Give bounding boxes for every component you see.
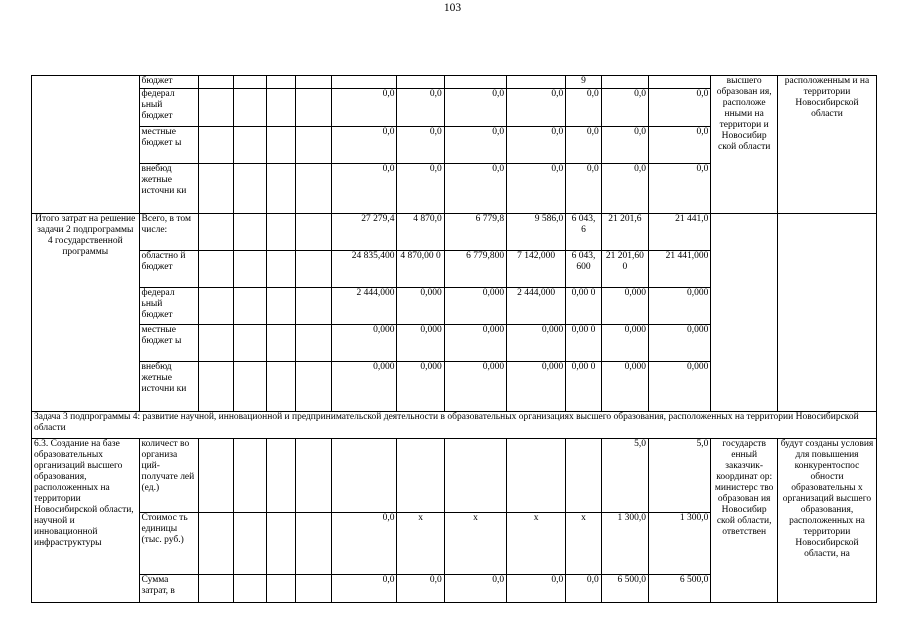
table-row: [32, 412, 877, 439]
result-cell: будут созданы условия для повышения конкурентоспос обности образовательны х организаций высшего образования, расположенных на территории Новосибирской области, на: [777, 439, 876, 603]
financing-table: [31, 75, 877, 603]
table-row: Сумма затрат, в 0,0 0,0 0,0 0,0 0,0 6 500,0 6 500,0: [32, 575, 877, 603]
total-label: Итого затрат на решение задачи 2 подпрограммы 4 государственной программы: [32, 214, 140, 412]
table-row: бюджет 9 высшего образован ия, расположе нными на территори и Новосибир ской области расположенным и на территории Новосибирской области: [32, 76, 877, 89]
responsible-cell: высшего образован ия, расположе нными на территори и Новосибир ской области: [711, 76, 778, 214]
item-name: 6.3. Создание на базе образовательных организаций высшего образования, расположенных на территории Новосибирской области, научной и инновационной инфраструктуры: [32, 439, 140, 603]
table-row: 6.3. Создание на базе образовательных организаций высшего образования, расположенных на территории Новосибирской области, научной и инновационной инфраструктуры количест во организа ций- получате лей (ед.) 5,0 5,0 государств енный заказчик- координат ор: министерс тво образован ия Новосибир ской области, ответствен будут созданы условия для повышения конкурентоспос обности образовательны х организаций высшего образования, расположенных на территории Новосибирской области, на: [32, 439, 877, 513]
table-row: Стоимос ть единицы (тыс. руб.) 0,0 x x x x 1 300,0 1 300,0: [32, 513, 877, 575]
table-row: местные бюджет ы 0,0 0,0 0,0 0,0 0,0 0,0 0,0: [32, 127, 877, 164]
table-row: местные бюджет ы 0,000 0,000 0,000 0,000 0,00 0 0,000 0,000: [32, 325, 877, 362]
page-number: 103: [443, 2, 462, 14]
table-row: федерал ьный бюджет 0,0 0,0 0,0 0,0 0,0 0,0 0,0: [32, 89, 877, 127]
responsible-cell: государств енный заказчик- координат ор: министерс тво образован ия Новосибир ской области, ответствен: [711, 439, 778, 603]
result-cell: расположенным и на территории Новосибирской области: [777, 76, 876, 214]
table-row: внебюд жетные источни ки 0,000 0,000 0,000 0,000 0,00 0 0,000 0,000: [32, 362, 877, 412]
table-row: федерал ьный бюджет 2 444,000 0,000 0,000 2 444,000 0,00 0 0,000 0,000: [32, 288, 877, 325]
table-row: внебюд жетные источни ки 0,0 0,0 0,0 0,0 0,0 0,0 0,0: [32, 164, 877, 214]
table-row: Итого затрат на решение задачи 2 подпрограммы 4 государственной программы Всего, в том числе: 27 279,4 4 870,0 6 779,8 9 586,0 6 043, 6 21 201,6 21 441,0: [32, 214, 877, 251]
table-row: областно й бюджет 24 835,400 4 870,00 0 6 779,800 7 142,000 6 043, 600 21 201,60 0 21 441,000: [32, 251, 877, 288]
task-3-heading: Задача 3 подпрограммы 4: развитие научной, инновационной и предпринимательской деятельности в образовательных организациях высшего образования, расположенных на территории Новосибирской области: [32, 412, 877, 439]
